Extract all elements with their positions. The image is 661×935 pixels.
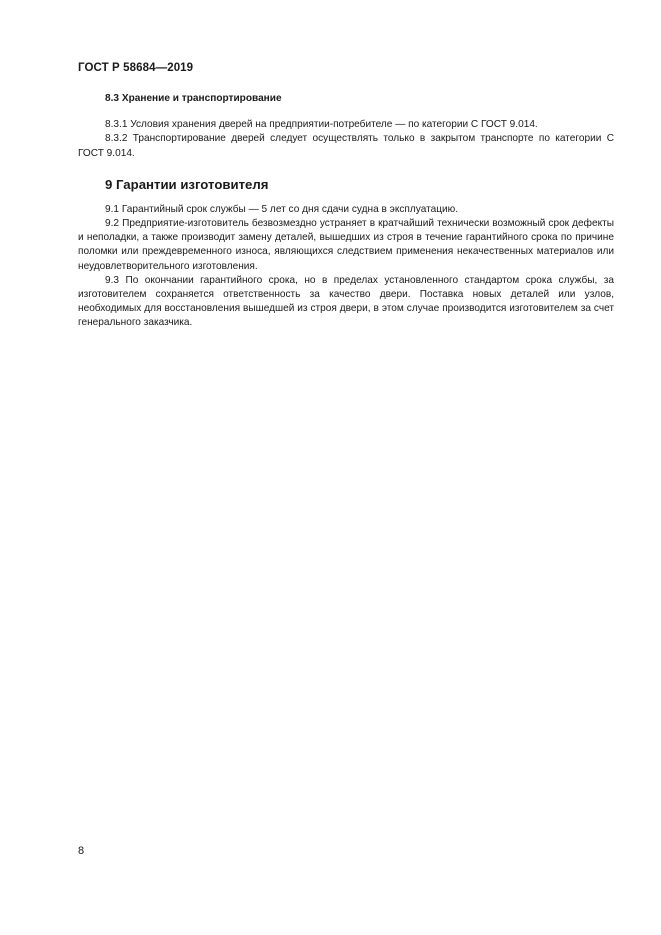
paragraph-8-3-2: 8.3.2 Транспортирование дверей следует осуществлять только в закрытом транспорте по категории С ГОСТ 9.014.: [78, 133, 614, 159]
section-title-9: 9 Гарантии изготовителя: [105, 176, 269, 192]
paragraph-9-2: 9.2 Предприятие-изготовитель безвозмездно устраняет в кратчайший технически возможный срок дефекты и неполадки, а также производит замену деталей, вышедших из строя в течение гарантийного срока по причине поломки или преждевременного износа, являющихся следствием применения некачественных материалов или неудовлетворительного изготовления.: [78, 218, 614, 272]
document-header: ГОСТ Р 58684—2019: [78, 62, 194, 74]
subsection-title-8-3: 8.3 Хранение и транспортирование: [105, 93, 282, 104]
paragraph-9-1: 9.1 Гарантийный срок службы — 5 лет со дня сдачи судна в эксплуатацию.: [105, 203, 459, 215]
paragraph-8-3-1: 8.3.1 Условия хранения дверей на предприятии-потребителе — по категории С ГОСТ 9.014.: [105, 119, 538, 131]
page-number: 8: [78, 845, 85, 857]
paragraph-9-3: 9.3 По окончании гарантийного срока, но в пределах установленного стандартом срока службы, за изготовителем сохраняется ответственность за качество двери. Поставка новых деталей или узлов, необходимых для восстановления вышедшей из строя двери, в этом случае производится изготовителем за счет генерального заказчика.: [78, 274, 614, 329]
document-body: [78, 92, 614, 331]
